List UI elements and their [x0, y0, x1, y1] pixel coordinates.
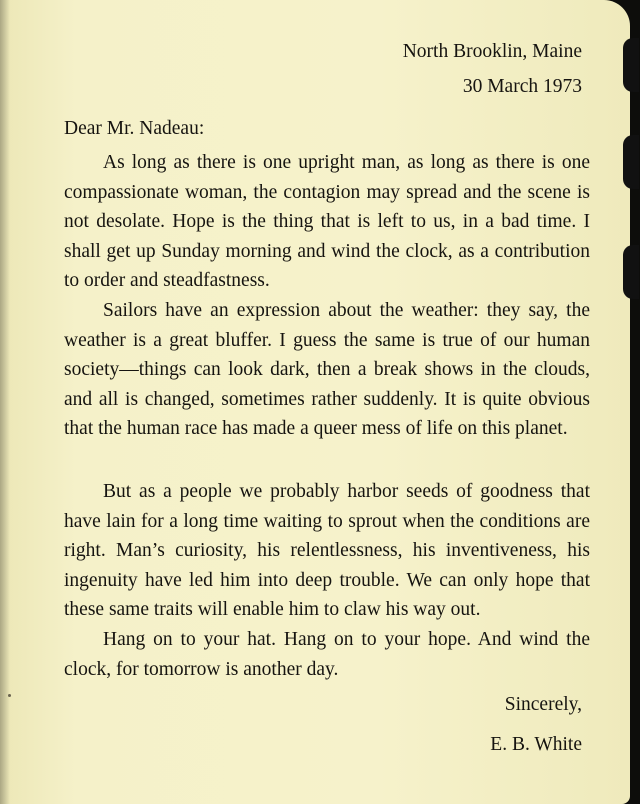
letter-paragraph-4: Hang on to your hat. Hang on to your hope. And wind the clock, for tomorrow is another day.	[64, 629, 590, 680]
binding-ring	[623, 135, 639, 189]
binding-ring	[623, 245, 639, 299]
letter-paragraph-1: As long as there is one upright man, as long as there is one compassionate woman, the contagion may spread and the scene is not desolate. Hope is the thing that is left to us, in a bad time. I shall get up Sunday morning and wind the clock, as a contribution to order and steadfastness.	[64, 152, 590, 291]
letter-date: 30 March 1973	[462, 76, 582, 97]
letter-paragraph-3: But as a people we probably harbor seeds of goodness that have lain for a long time waiting to sprout when the conditions are right. Man’s curiosity, his relentlessness, his inventiveness, his ingenuity have led him into deep trouble. We can only hope that these same traits will enable him to claw his way out.	[64, 481, 590, 620]
page-gutter-shadow	[0, 0, 10, 804]
letter-signature: E. B. White	[490, 734, 582, 755]
paper-speck	[8, 694, 11, 697]
letter-place: North Brooklin, Maine	[402, 41, 582, 62]
letter-salutation: Dear Mr. Nadeau:	[64, 118, 205, 139]
binding-ring	[623, 38, 639, 92]
letter-paragraph-2: Sailors have an expression about the weather: they say, the weather is a great bluffer. I guess the same is true of our human society—things can look dark, then a break shows in the clouds, and all is changed, sometimes rather suddenly. It is quite obvious that the human race has made a queer mess of life on this planet.	[64, 300, 590, 439]
letter-closing: Sincerely,	[504, 694, 582, 715]
